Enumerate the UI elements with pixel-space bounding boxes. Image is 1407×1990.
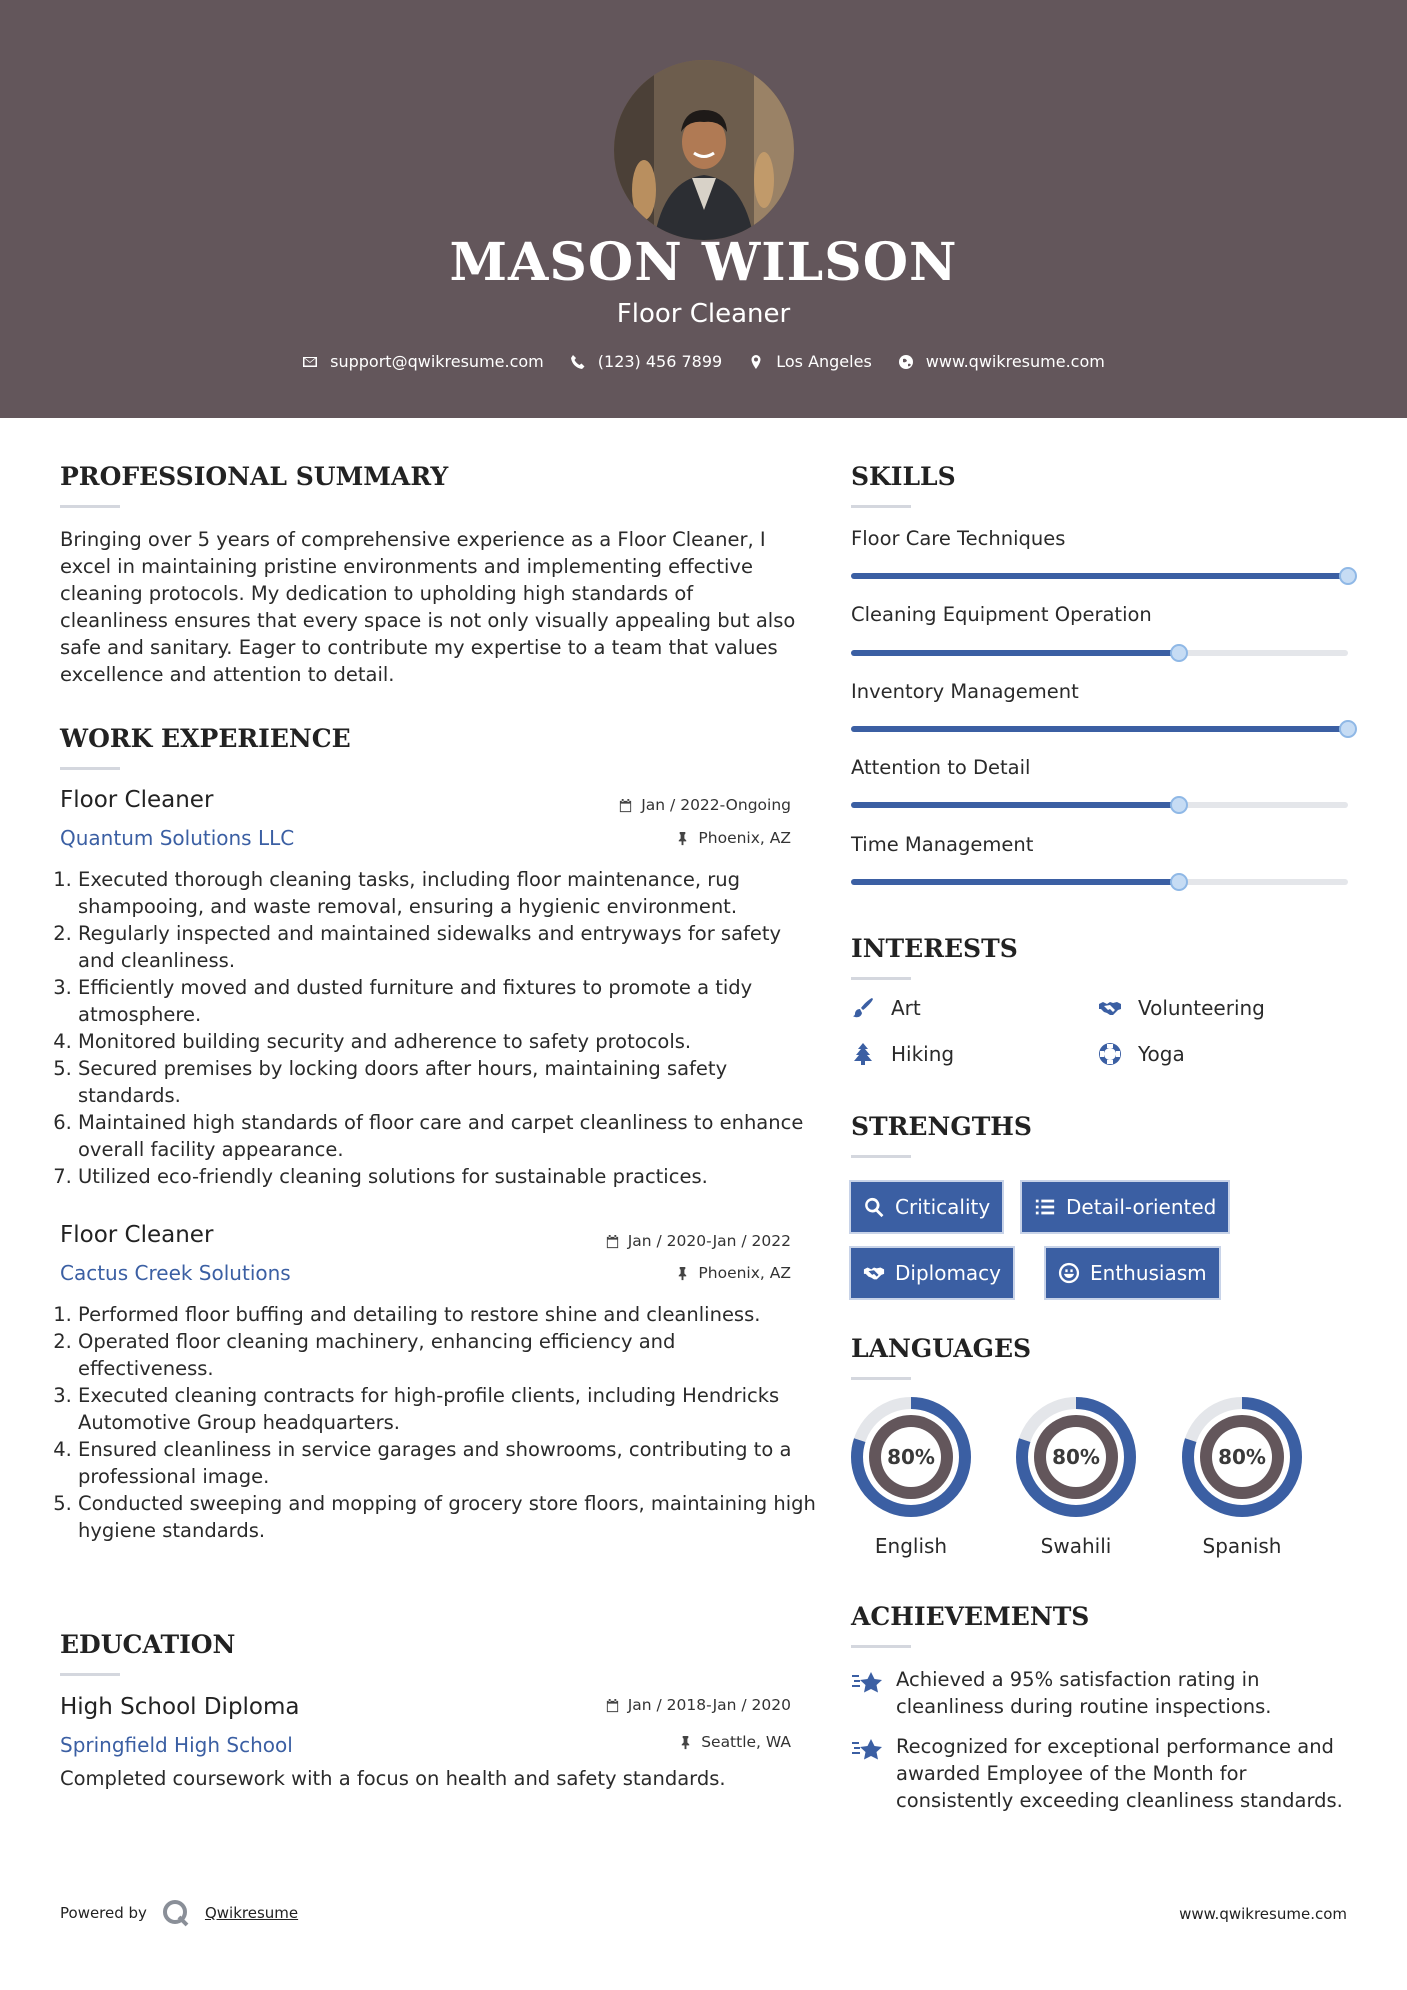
smile-icon: [1058, 1262, 1080, 1284]
skill-bar: [851, 573, 1348, 579]
list-item: 6. Maintained high standards of floor care and carpet cleanliness to enhance overall facility appearance.: [78, 1109, 816, 1163]
section-divider: [851, 505, 911, 508]
interest-item: [851, 996, 921, 1020]
skill-bar: [851, 726, 1348, 732]
section-divider: [60, 505, 120, 508]
skills-heading: SKILLS: [851, 462, 956, 491]
interest-label: Yoga: [1138, 1042, 1185, 1066]
skill-bar: [851, 650, 1348, 656]
calendar-icon: [605, 1698, 620, 1713]
languages-heading: LANGUAGES: [851, 1334, 1032, 1363]
language-item: [848, 1394, 974, 1558]
job-duties: [60, 1301, 816, 1544]
language-item: [1013, 1394, 1139, 1558]
job-dates: [618, 796, 791, 814]
contact-website[interactable]: [898, 352, 1105, 371]
strength-chip: [1022, 1182, 1228, 1232]
thumbtack-icon: [678, 1735, 693, 1750]
paintbrush-icon: [851, 996, 875, 1020]
contact-location: [748, 352, 872, 371]
strengths-heading: STRENGTHS: [851, 1112, 1032, 1141]
list-item: 5. Conducted sweeping and mopping of grocery store floors, maintaining high hygiene standards.: [78, 1490, 816, 1544]
footer-website[interactable]: www.qwikresume.com: [1179, 1905, 1347, 1923]
contact-email[interactable]: [302, 352, 544, 371]
job-title: Floor Cleaner: [60, 1222, 214, 1248]
company-name[interactable]: Cactus Creek Solutions: [60, 1261, 291, 1285]
list-item: 5. Secured premises by locking doors after hours, maintaining safety standards.: [78, 1055, 816, 1109]
interest-item: [1098, 1042, 1185, 1066]
school-name[interactable]: Springfield High School: [60, 1733, 293, 1757]
interest-label: Hiking: [891, 1042, 955, 1066]
list-item: 3. Efficiently moved and dusted furniture and fixtures to promote a tidy atmosphere.: [78, 974, 816, 1028]
contact-bar: [0, 352, 1407, 371]
map-pin-icon: [748, 354, 764, 370]
achievement-item: [851, 1733, 1351, 1814]
section-divider: [851, 977, 911, 980]
location-text: Los Angeles: [776, 352, 872, 371]
skill-label: Attention to Detail: [851, 756, 1031, 779]
language-percent: 80%: [1052, 1445, 1100, 1469]
job-dates: [605, 1232, 791, 1250]
handshake-icon: [863, 1262, 885, 1284]
phone-text: (123) 456 7899: [597, 352, 723, 371]
skill-bar-handle: [1170, 796, 1188, 814]
skill-label: Time Management: [851, 833, 1034, 856]
language-percent: 80%: [887, 1445, 935, 1469]
experience-heading: WORK EXPERIENCE: [60, 724, 351, 753]
skill-bar-fill: [851, 879, 1179, 885]
candidate-name: MASON WILSON: [449, 232, 958, 293]
contact-phone[interactable]: [570, 352, 722, 371]
list-item: 2. Operated floor cleaning machinery, enhancing efficiency and effectiveness.: [78, 1328, 816, 1382]
interest-item: [851, 1042, 954, 1066]
language-name: Spanish: [1202, 1534, 1282, 1558]
section-divider: [851, 1645, 911, 1648]
education-dates: [605, 1696, 791, 1714]
language-name: English: [874, 1534, 948, 1558]
interests-heading: INTERESTS: [851, 934, 1018, 963]
strength-chip: [851, 1182, 1002, 1232]
skill-bar-fill: [851, 802, 1179, 808]
thumbtack-icon: [675, 831, 690, 846]
education-location: [678, 1733, 791, 1751]
list-item: 1. Executed thorough cleaning tasks, including floor maintenance, rug shampooing, and waste removal, ensuring a hygienic environment.: [78, 866, 816, 920]
candidate-role: Floor Cleaner: [616, 299, 791, 329]
strength-chip: [851, 1248, 1013, 1298]
life-ring-icon: [1098, 1042, 1122, 1066]
person-photo-icon: [614, 60, 794, 240]
achievement-text: Achieved a 95% satisfaction rating in cleanliness during routine inspections.: [896, 1668, 1272, 1718]
strength-label: Diplomacy: [895, 1261, 1002, 1285]
skill-bar-handle: [1339, 720, 1357, 738]
language-name: Swahili: [1040, 1534, 1112, 1558]
phone-icon: [570, 354, 586, 370]
email-text: support@qwikresume.com: [330, 352, 544, 371]
education-description: Completed coursework with a focus on health and safety standards.: [60, 1767, 726, 1790]
skill-label: Floor Care Techniques: [851, 527, 1066, 550]
resume-header: [0, 0, 1407, 418]
profile-photo: [614, 60, 794, 240]
qwikresume-link[interactable]: Qwikresume: [204, 1904, 299, 1922]
language-item: [1179, 1394, 1305, 1558]
skill-bar-handle: [1170, 644, 1188, 662]
job-location: [675, 829, 791, 847]
education-heading: EDUCATION: [60, 1630, 236, 1659]
envelope-icon: [302, 354, 318, 370]
skill-label: Cleaning Equipment Operation: [851, 603, 1152, 626]
language-ring: [1013, 1394, 1139, 1520]
skill-label: Inventory Management: [851, 680, 1079, 703]
strength-chip: [1046, 1248, 1219, 1298]
qwikresume-logo-icon: [161, 1898, 191, 1928]
interest-label: Art: [891, 996, 921, 1020]
list-item: 2. Regularly inspected and maintained sidewalks and entryways for safety and cleanliness.: [78, 920, 816, 974]
interest-label: Volunteering: [1138, 996, 1265, 1020]
job-location-text: Phoenix, AZ: [698, 829, 791, 847]
job-location: [675, 1264, 791, 1282]
footer-powered-by: [60, 1898, 298, 1928]
language-ring: [1179, 1394, 1305, 1520]
skill-bar: [851, 802, 1348, 808]
skill-bar-fill: [851, 726, 1348, 732]
list-item: 4. Monitored building security and adherence to safety protocols.: [78, 1028, 816, 1055]
handshake-icon: [1098, 996, 1122, 1020]
education-dates-text: Jan / 2018-Jan / 2020: [627, 1696, 791, 1714]
list-item: 3. Executed cleaning contracts for high-profile clients, including Hendricks Automotive Group headquarters.: [78, 1382, 816, 1436]
thumbtack-icon: [675, 1266, 690, 1281]
education-location-text: Seattle, WA: [701, 1733, 791, 1751]
job-duties: [60, 866, 816, 1190]
company-name[interactable]: Quantum Solutions LLC: [60, 826, 295, 850]
skill-bar-fill: [851, 573, 1348, 579]
job-dates-text: Jan / 2020-Jan / 2022: [627, 1232, 791, 1250]
degree-title: High School Diploma: [60, 1694, 300, 1720]
achievement-text: Recognized for exceptional performance and awarded Employee of the Month for consistently exceeding cleanliness standards.: [896, 1735, 1343, 1812]
list-item: 7. Utilized eco-friendly cleaning solutions for sustainable practices.: [78, 1163, 816, 1190]
interest-item: [1098, 996, 1265, 1020]
job-title: Floor Cleaner: [60, 787, 214, 813]
skill-bar-handle: [1170, 873, 1188, 891]
section-divider: [60, 767, 120, 770]
powered-by-label: Powered by: [60, 1904, 147, 1922]
strength-label: Enthusiasm: [1090, 1261, 1207, 1285]
calendar-icon: [605, 1234, 620, 1249]
strength-label: Detail-oriented: [1066, 1195, 1217, 1219]
star-award-icon: [851, 1735, 885, 1765]
globe-icon: [898, 354, 914, 370]
star-award-icon: [851, 1668, 885, 1698]
list-item: 4. Ensured cleanliness in service garages and showrooms, contributing to a professional image.: [78, 1436, 816, 1490]
job-location-text: Phoenix, AZ: [698, 1264, 791, 1282]
language-ring: [848, 1394, 974, 1520]
section-divider: [851, 1377, 911, 1380]
summary-text: Bringing over 5 years of comprehensive experience as a Floor Cleaner, I excel in maintaining pristine environments and implementing effective cleaning protocols. My dedication to upholding high standards of cleanliness ensures that every space is not only visually appealing but also safe and sanitary. Eager to contribute my expertise to a team that values excellence and attention to detail.: [60, 528, 796, 686]
list-item: 1. Performed floor buffing and detailing to restore shine and cleanliness.: [78, 1301, 816, 1328]
tree-icon: [851, 1042, 875, 1066]
summary-heading: PROFESSIONAL SUMMARY: [60, 462, 449, 491]
list-icon: [1034, 1196, 1056, 1218]
job-dates-text: Jan / 2022-Ongoing: [641, 796, 791, 814]
skill-bar-fill: [851, 650, 1179, 656]
section-divider: [60, 1673, 120, 1676]
calendar-icon: [618, 798, 633, 813]
website-text: www.qwikresume.com: [925, 352, 1105, 371]
skill-bar: [851, 879, 1348, 885]
strength-label: Criticality: [895, 1195, 991, 1219]
achievements-heading: ACHIEVEMENTS: [851, 1602, 1090, 1631]
skill-bar-handle: [1339, 567, 1357, 585]
section-divider: [851, 1155, 911, 1158]
language-percent: 80%: [1218, 1445, 1266, 1469]
search-icon: [863, 1196, 885, 1218]
achievement-item: [851, 1666, 1351, 1720]
